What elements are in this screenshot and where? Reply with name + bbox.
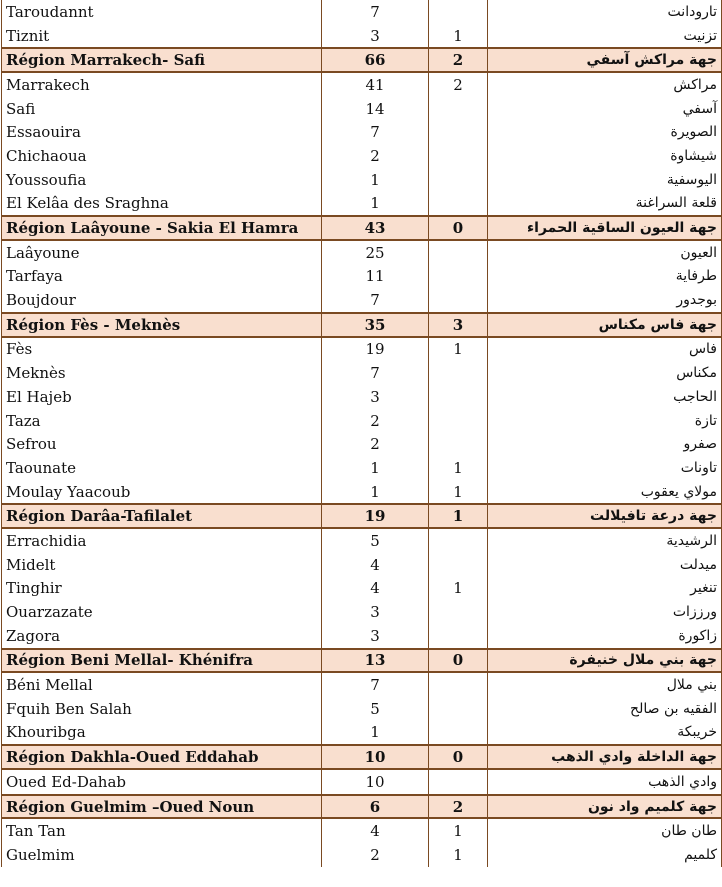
total-cell: 3 [322,385,429,409]
city-row [2,409,722,433]
name-ar-cell: العيون [488,240,722,265]
extra-cell: 1 [429,24,488,49]
extra-cell: 1 [429,480,488,505]
region-row [2,745,722,769]
total-cell: 10 [322,769,429,795]
city-row [2,97,722,121]
name-fr-cell: Taroudannt [2,0,322,24]
total-cell: 4 [322,818,429,843]
city-row [2,0,722,24]
extra-cell: 3 [429,313,488,337]
extra-cell: 2 [429,72,488,97]
extra-cell: 2 [429,795,488,819]
name-ar-cell: جهة مراكش آسفي [488,48,722,72]
name-ar-cell: مولاي يعقوب [488,480,722,505]
name-ar-cell: تارودانت [488,0,722,24]
extra-cell [429,553,488,577]
total-cell: 3 [322,24,429,49]
name-fr-cell: Sefrou [2,432,322,456]
name-fr-cell: Laâyoune [2,240,322,265]
name-fr-cell: Région Laâyoune - Sakia El Hamra [2,216,322,240]
extra-cell [429,385,488,409]
city-row [2,168,722,192]
name-fr-cell: Région Darâa-Tafilalet [2,504,322,528]
name-ar-cell: خريبكة [488,721,722,746]
total-cell: 4 [322,553,429,577]
total-cell: 7 [322,120,429,144]
name-ar-cell: جهة الداخلة وادي الذهب [488,745,722,769]
extra-cell [429,240,488,265]
name-fr-cell: El Hajeb [2,385,322,409]
extra-cell: 1 [429,504,488,528]
name-fr-cell: Oued Ed-Dahab [2,769,322,795]
city-row [2,577,722,601]
total-cell: 14 [322,97,429,121]
name-ar-cell: مراكش [488,72,722,97]
total-cell: 7 [322,361,429,385]
extra-cell [429,168,488,192]
name-ar-cell: الفقيه بن صالح [488,697,722,721]
city-row [2,120,722,144]
city-row [2,843,722,867]
region-row [2,649,722,673]
total-cell: 2 [322,432,429,456]
name-fr-cell: Guelmim [2,843,322,867]
name-ar-cell: كلميم [488,843,722,867]
total-cell: 25 [322,240,429,265]
name-fr-cell: Youssoufia [2,168,322,192]
name-fr-cell: Marrakech [2,72,322,97]
name-ar-cell: شيشاوة [488,144,722,168]
city-row [2,672,722,697]
name-ar-cell: بوجدور [488,288,722,313]
city-row [2,818,722,843]
name-ar-cell: ميدلت [488,553,722,577]
name-fr-cell: Zagora [2,624,322,649]
region-row [2,795,722,819]
name-fr-cell: Région Marrakech- Safi [2,48,322,72]
region-row [2,48,722,72]
total-cell: 19 [322,504,429,528]
name-fr-cell: Moulay Yaacoub [2,480,322,505]
total-cell: 35 [322,313,429,337]
city-row [2,553,722,577]
city-row [2,385,722,409]
total-cell: 10 [322,745,429,769]
name-fr-cell: Khouribga [2,721,322,746]
region-city-table [1,0,722,867]
name-ar-cell: وادي الذهب [488,769,722,795]
name-fr-cell: Midelt [2,553,322,577]
name-ar-cell: آسفي [488,97,722,121]
name-fr-cell: Région Dakhla-Oued Eddahab [2,745,322,769]
total-cell: 5 [322,528,429,553]
extra-cell [429,265,488,289]
extra-cell: 1 [429,456,488,480]
total-cell: 2 [322,409,429,433]
city-row [2,144,722,168]
total-cell: 7 [322,672,429,697]
city-row [2,697,722,721]
name-fr-cell: Tarfaya [2,265,322,289]
name-ar-cell: طان طان [488,818,722,843]
name-ar-cell: جهة كلميم واد نون [488,795,722,819]
total-cell: 2 [322,144,429,168]
name-ar-cell: قلعة السراغنة [488,192,722,217]
city-row [2,72,722,97]
total-cell: 1 [322,456,429,480]
city-row [2,361,722,385]
city-row [2,192,722,217]
extra-cell [429,144,488,168]
total-cell: 1 [322,192,429,217]
extra-cell: 0 [429,745,488,769]
total-cell: 2 [322,843,429,867]
city-row [2,480,722,505]
name-ar-cell: تازة [488,409,722,433]
city-row [2,24,722,49]
extra-cell [429,361,488,385]
name-ar-cell: فاس [488,337,722,362]
extra-cell: 2 [429,48,488,72]
extra-cell [429,600,488,624]
name-fr-cell: Chichaoua [2,144,322,168]
total-cell: 1 [322,721,429,746]
total-cell: 13 [322,649,429,673]
name-ar-cell: جهة فاس مكناس [488,313,722,337]
total-cell: 11 [322,265,429,289]
total-cell: 19 [322,337,429,362]
name-fr-cell: Errachidia [2,528,322,553]
name-fr-cell: Région Fès - Meknès [2,313,322,337]
extra-cell [429,697,488,721]
extra-cell: 1 [429,337,488,362]
extra-cell [429,409,488,433]
total-cell: 3 [322,624,429,649]
name-ar-cell: مكناس [488,361,722,385]
city-row [2,456,722,480]
name-fr-cell: Safi [2,97,322,121]
extra-cell: 0 [429,216,488,240]
name-fr-cell: Boujdour [2,288,322,313]
extra-cell [429,192,488,217]
extra-cell [429,288,488,313]
extra-cell [429,721,488,746]
city-row [2,337,722,362]
name-fr-cell: Taza [2,409,322,433]
extra-cell [429,432,488,456]
extra-cell [429,528,488,553]
total-cell: 43 [322,216,429,240]
extra-cell: 1 [429,577,488,601]
name-ar-cell: ورززات [488,600,722,624]
region-row [2,504,722,528]
extra-cell [429,0,488,24]
name-ar-cell: تنغير [488,577,722,601]
city-row [2,240,722,265]
name-fr-cell: El Kelâa des Sraghna [2,192,322,217]
name-ar-cell: زاكورة [488,624,722,649]
city-row [2,600,722,624]
extra-cell [429,624,488,649]
name-ar-cell: اليوسفية [488,168,722,192]
name-fr-cell: Tiznit [2,24,322,49]
total-cell: 7 [322,0,429,24]
name-fr-cell: Tinghir [2,577,322,601]
name-fr-cell: Taounate [2,456,322,480]
extra-cell: 1 [429,843,488,867]
extra-cell [429,769,488,795]
extra-cell: 1 [429,818,488,843]
name-ar-cell: جهة بني ملال خنيفرة [488,649,722,673]
table-body [2,0,722,867]
city-row [2,528,722,553]
name-fr-cell: Ouarzazate [2,600,322,624]
city-row [2,769,722,795]
total-cell: 7 [322,288,429,313]
region-row [2,216,722,240]
total-cell: 66 [322,48,429,72]
name-ar-cell: الرشيدية [488,528,722,553]
name-ar-cell: بني ملال [488,672,722,697]
name-ar-cell: تزنيت [488,24,722,49]
total-cell: 3 [322,600,429,624]
name-ar-cell: الصويرة [488,120,722,144]
extra-cell [429,672,488,697]
name-fr-cell: Fquih Ben Salah [2,697,322,721]
total-cell: 41 [322,72,429,97]
name-fr-cell: Essaouira [2,120,322,144]
name-ar-cell: طرفاية [488,265,722,289]
city-row [2,288,722,313]
name-fr-cell: Meknès [2,361,322,385]
city-row [2,721,722,746]
total-cell: 1 [322,168,429,192]
name-ar-cell: الحاجب [488,385,722,409]
city-row [2,624,722,649]
extra-cell: 0 [429,649,488,673]
total-cell: 5 [322,697,429,721]
extra-cell [429,97,488,121]
name-ar-cell: جهة العيون الساقية الحمراء [488,216,722,240]
city-row [2,432,722,456]
name-ar-cell: تاونات [488,456,722,480]
total-cell: 1 [322,480,429,505]
name-fr-cell: Fès [2,337,322,362]
name-fr-cell: Région Guelmim –Oued Noun [2,795,322,819]
name-ar-cell: جهة درعة تافيلالت [488,504,722,528]
name-ar-cell: صفرو [488,432,722,456]
total-cell: 4 [322,577,429,601]
name-fr-cell: Tan Tan [2,818,322,843]
name-fr-cell: Région Beni Mellal- Khénifra [2,649,322,673]
extra-cell [429,120,488,144]
name-fr-cell: Béni Mellal [2,672,322,697]
region-row [2,313,722,337]
city-row [2,265,722,289]
total-cell: 6 [322,795,429,819]
